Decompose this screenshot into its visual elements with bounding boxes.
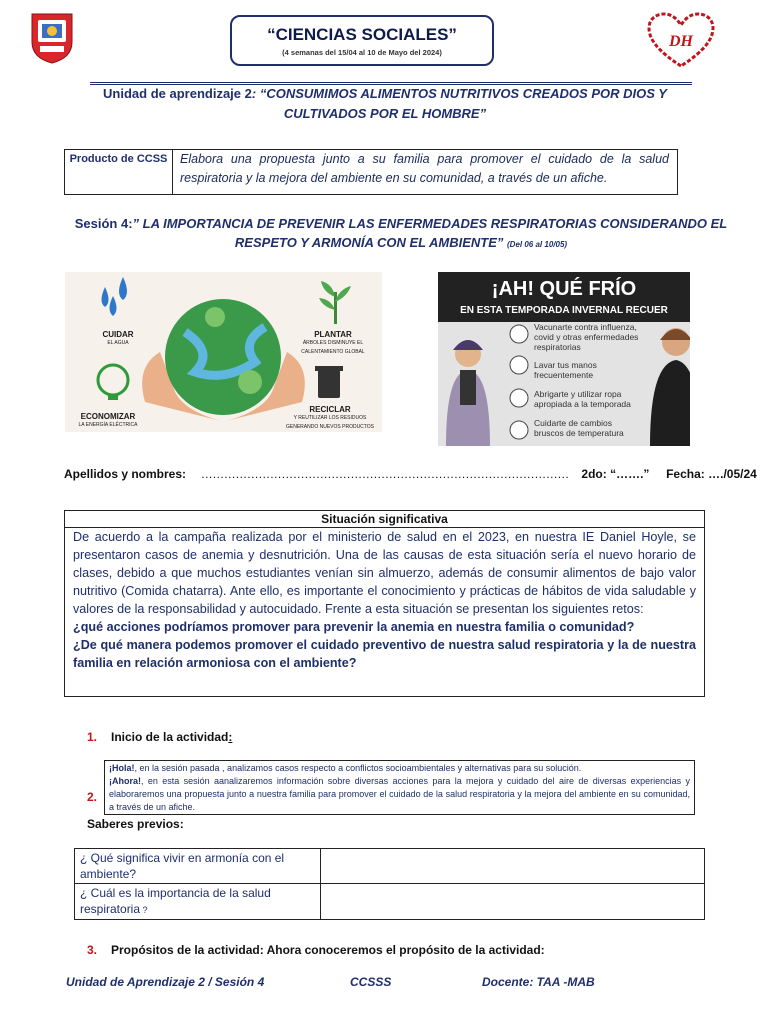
step-1-number: 1. (87, 730, 98, 744)
situation-body: De acuerdo a la campaña realizada por el ministerio de salud en el 2023, en nuestra IE Daniel Hoyle, se presentaron casos de anemia y desnutrición. Una de las causas de esta situación sería el nuevo horario de clases, debido a que muchos estudiantes venían sin almuerzo, además de consumir alimentos de bajo valor nutritivo (Comida chatarra). Ante ello, es importante el conocimiento y prácticas de hábitos de vida saludable y valores de la responsabilidad y autocuidado. Frente a esta situación se presentan los siguientes retos: (73, 530, 696, 616)
step-2-number: 2. (87, 790, 98, 804)
care-water-label: CUIDAR EL AGUA (102, 330, 134, 346)
prior-knowledge-table (74, 848, 705, 920)
tip-vaccinate: Vacunarte contra influenza, covid y otras enfermedades respiratorias (534, 322, 639, 352)
step-1-label: Inicio de la actividad (111, 730, 229, 744)
product-label: Producto de CCSS (65, 150, 173, 194)
footer-course: CCSSS (350, 975, 392, 989)
unit-label: Unidad de aprendizaje 2 (103, 86, 252, 101)
names-label: Apellidos y nombres: (64, 467, 187, 481)
names-blank[interactable]: …………………………………………………………………………………… (200, 467, 569, 481)
answer-cell[interactable] (321, 884, 705, 920)
question-cell: ¿ Qué significa vivir en armonía con el ambiente? (75, 849, 321, 884)
product-text: Elabora una propuesta junto a su familia para promover el cuidado de la salud respiratoria y la mejora del ambiente en su comunidad, a través de un afiche. (180, 152, 669, 185)
unit-heading (95, 84, 675, 124)
tip-dress-warm: Abrigarte y utilizar ropa apropiada a la temporada (534, 389, 631, 409)
tip-wash-hands: Lavar tus manos frecuentemente (534, 360, 597, 380)
step-3-number: 3. (87, 943, 98, 957)
prior-knowledge-label: Saberes previos: (87, 817, 184, 831)
page-title: “CIENCIAS SOCIALES” (267, 25, 457, 44)
footer-unit: Unidad de Aprendizaje 2 / Sesión 4 (66, 975, 265, 989)
intro-hola-line: ¡Hola!, en la sesión pasada , analizamos casos respecto a conflictos socioambientales y alternativas para su solución. (109, 763, 582, 773)
heart-logo (646, 12, 716, 70)
answer-cell[interactable] (321, 849, 705, 884)
plant-trees-label: PLANTAR ÁRBOLES DISMINUYE EL CALENTAMIENTO GLOBAL (301, 330, 365, 355)
cold-season-image (438, 272, 690, 446)
footer-teacher: Docente: TAA -MAB (482, 975, 595, 989)
situation-question-2: ¿De qué manera podemos promover el cuidado preventivo de nuestra salud respiratoria y la de nuestra familia en relación armoniosa con el ambiente? (73, 638, 696, 670)
student-info-line (64, 467, 757, 481)
table-row (75, 849, 705, 884)
school-crest-logo (30, 12, 74, 64)
date-field[interactable]: Fecha: …./05/24 (666, 467, 757, 481)
heart-logo-text: DH (669, 33, 693, 50)
intro-ahora-line: ¡Ahora!, en esta sesión aanalizaremos información sobre diversas acciones para la mejora y cuidado del aire de diversas experiencias y elaboraremos una propuesta junto a nuestra familia para promover el cuidado de la salud respiratoria y la mejora del ambiente en su comunidad, a través de un afiche. (109, 776, 690, 812)
environment-care-image (65, 272, 382, 432)
step-3-label: Propósitos de la actividad: Ahora conoceremos el propósito de la actividad: (111, 943, 545, 957)
situation-question-1: ¿qué acciones podríamos promover para prevenir la anemia en nuestra familia o comunidad? (73, 620, 635, 634)
situation-box (64, 510, 705, 697)
table-row (75, 884, 705, 920)
intro-box (104, 760, 695, 815)
session-dates: (Del 06 al 10/05) (507, 240, 568, 249)
grade-field[interactable]: 2do: “…….” (581, 467, 650, 481)
page-subtitle: (4 semanas del 15/04 al 10 de Mayo del 2024) (282, 48, 442, 57)
step-1-heading: 1. Inicio de la actividad: (87, 730, 233, 744)
situation-heading: Situación significativa (65, 511, 704, 528)
title-box (230, 15, 494, 66)
step-3-heading (87, 943, 545, 957)
session-heading (66, 214, 736, 254)
recycle-label: RECICLAR Y REUTILIZAR LOS RESIDUOS GENERANDO NUEVOS PRODUCTOS (286, 405, 374, 430)
question-cell: ¿ Cuál es la importancia de la salud respiratoria ? (75, 884, 321, 920)
product-table (64, 149, 678, 195)
session-label: Sesión 4: (74, 216, 133, 231)
session-title: ” LA IMPORTANCIA DE PREVENIR LAS ENFERMEDADES RESPIRATORIAS CONSIDERANDO EL RESPETO Y ARMONÍA CON EL AMBIENTE” (132, 216, 728, 250)
tip-temperature: Cuidarte de cambios bruscos de temperatura (534, 418, 624, 438)
cold-headline: ¡AH! QUÉ FRÍO (491, 278, 637, 300)
save-energy-label: ECONOMIZAR LA ENERGÍA ELÉCTRICA (78, 412, 138, 428)
unit-title: : “CONSUMIMOS ALIMENTOS NUTRITIVOS CREADOS POR DIOS Y CULTIVADOS POR EL HOMBRE” (251, 86, 667, 121)
cold-subheadline: EN ESTA TEMPORADA INVERNAL RECUER (460, 305, 668, 316)
